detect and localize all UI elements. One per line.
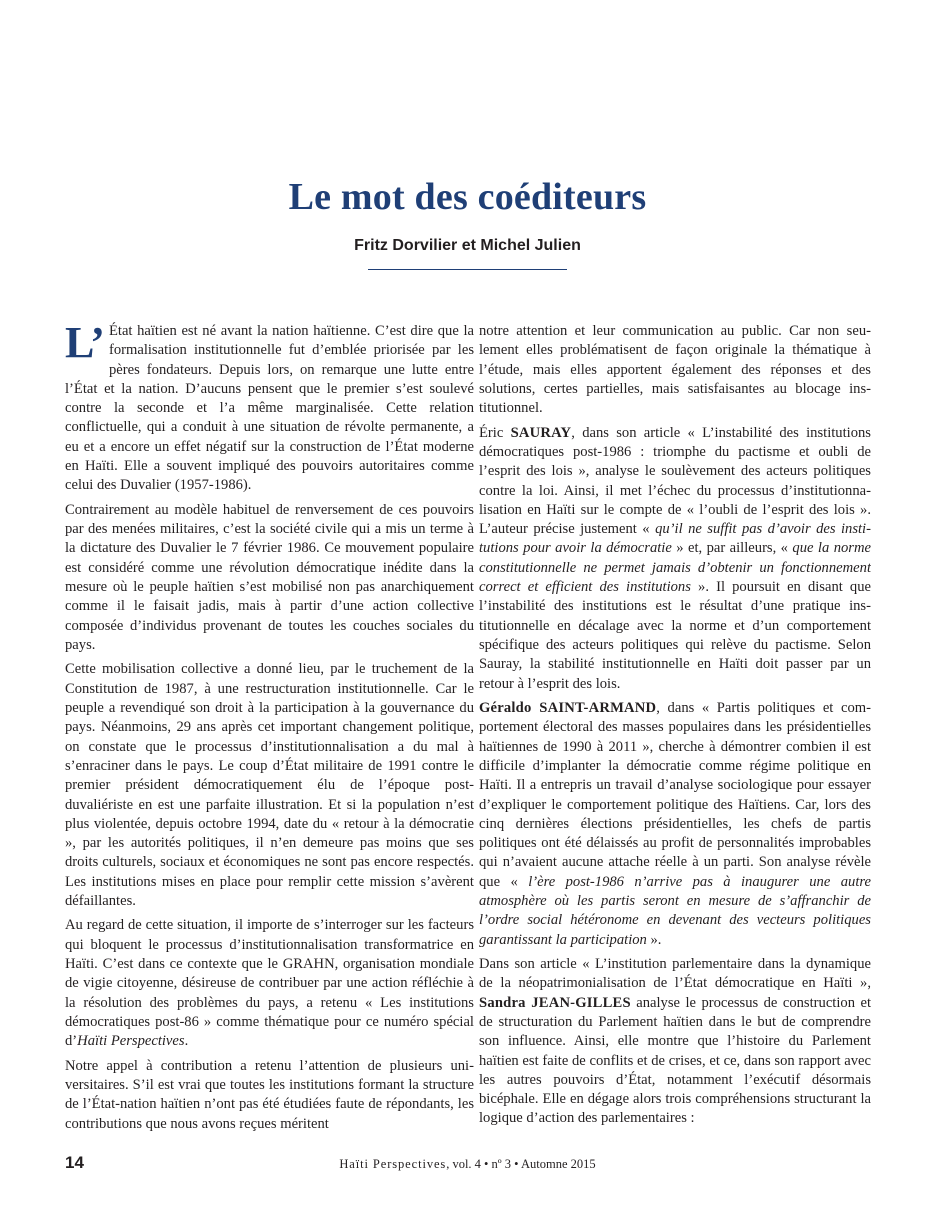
journal-name: Haïti Perspectives (77, 1033, 185, 1050)
quote: l’ère post-1986 n’arrive pas à inaugurer une autre atmosphère où les partis seront en mesure de s’affranchir de l’ordre social hétéronome en devenant des vecteurs politiques garantissant la participation (479, 873, 871, 948)
paragraph-text: analyse le processus de construction et de structuration du Parlement haïtien dans le but de comprendre son influence. Ainsi, elle montre que l’histoire du Parlement haïtien est faite de conflits et de crises, et ce, dans son rapport avec les autres pouvoirs d’État, notamment l’exécutif désormais bicéphale. Elle en dégage alors trois compréhensions structurant la logique d’action des parlementaires : (479, 994, 871, 1127)
author-name: SAURAY (510, 424, 572, 441)
quote: qu’il ne suffit pas d’avoir des institutions pour avoir la démocratie (479, 521, 871, 557)
paragraph-text: , dans son article « L’instabilité des institutions démocratiques post-1986 : triomphe du pactisme et oubli de l’esprit des lois », analyse le soulèvement des acteurs politiques contre la loi. Ainsi, il met l’échec du processus d’institutionnalisation en Haïti sur le compte de « l’oubli de l’esprit des lois ». L’auteur précise justement « (479, 424, 871, 538)
paragraph-text: , dans « Partis politiques et comportement électoral des masses populaires dans les présidentielles haïtiennes de 1990 à 2011 », cherche à démontrer combien il est difficile d’implanter la démocratie comme régime politique en Haïti. Il a entrepris un travail d’analyse sociologique pour essayer d’expliquer le comportement politique des Haïtiens. Car, lors des cinq dernières élections présidentielles, les chefs de partis politiques ont été délaissés au profit de personnalités improbables qui n’avaient aucune attache réelle à un parti. Son analyse révèle que « (479, 700, 871, 890)
left-column (65, 322, 474, 1132)
paragraph: notre attention et leur communication au public. Car non seulement elles problématisent de façon originale la thématique à l’étude, mais elles apportent également des réponses et des solutions, certes partielles, mais satisfaisantes au blocage institutionnel. (479, 323, 871, 417)
paragraph-text: Éric (479, 424, 511, 441)
author-name: Géraldo SAINT-ARMAND (479, 700, 657, 717)
paragraph-jean-gilles (479, 955, 871, 1129)
paragraph-saint-armand (479, 699, 871, 950)
footer-journal-name: Haïti Perspectives (339, 1157, 447, 1171)
paragraph-text: ». Il poursuit en disant que l’instabilité des institutions est le résultat d’une pratique institutionnelle en décalage avec la norme et d’un comportement spécifique des acteurs politiques qui relève du pactisme. Selon Sauray, la stabilité institutionnelle en Haïti doit passer par un retour à l’esprit des lois. (479, 579, 871, 692)
paragraph-sauray (479, 424, 871, 694)
article-authors: Fritz Dorvilier et Michel Julien (354, 237, 581, 254)
paragraph (65, 916, 474, 1051)
paragraph: Cette mobilisation collective a donné lieu, par le truchement de la Constitution de 1987, à une restructuration institutionnelle. Car le peuple a revendiqué son droit à la participation à la gouvernance du pays. Néanmoins, 29 ans après cet important changement politique, on constate que le processus d’institutionnalisation a du mal à s’enraciner dans le pays. Le coup d’État militaire de 1991 contre le premier président démocratiquement élu de l’époque post-duvaliériste en est une parfaite illustration. Et si la population n’est plus violentée, depuis octobre 1994, date du « retour à la démocratie », par les autorités politiques, il n’en demeure pas moins que ses droits culturels, sociaux et économiques ne sont pas encore respectés. Les institutions mises en place pour remplir cette mission s’avèrent défaillantes. (65, 661, 474, 909)
paragraph-text: Au regard de cette situation, il importe de s’interroger sur les facteurs qui bloquent le processus d’institutionnalisation transformatrice en Haïti. C’est dans ce contexte que le GRAHN, organisation mondiale de vigie citoyenne, désireuse de contribuer par une action réfléchie à la résolution des problèmes du pays, a retenu « Les institutions démocratiques post-86 » comme thématique pour ce numéro spécial d’ (65, 917, 474, 1050)
author-name: Sandra JEAN-GILLES (479, 994, 631, 1011)
running-footer (0, 1155, 935, 1173)
quote: que la norme constitutionnelle ne permet jamais d’obtenir un fonctionnement correct et efficient des institutions (479, 540, 871, 596)
paragraph-text: État haïtien est né avant la nation haïtienne. C’est dire que la formalisation institutionnelle fut d’emblée priorisée par les pères fondateurs. Depuis lors, on remarque une lutte entre l’État et la nation. D’aucuns pensent que le premier s’est soulevé contre la seconde et l’a même marginalisée. Cette relation conflictuelle, qui a conduit à une situation de révolte permanente, a eu et a encore un effet négatif sur la construction de l’État moderne en Haïti. Elle a souvent impliqué des pouvoirs autoritaires comme celui des Duvalier (1957-1986). (65, 323, 474, 494)
paragraph-text: Dans son article « L’institution parlementaire dans la dynamique de la néopatrimonialisation de l’État démocratique en Haïti », (479, 956, 871, 992)
paragraph: Contrairement au modèle habituel de renversement de ces pouvoirs par des menées militaires, c’est la société civile qui a mis un terme à la dictature des Duvalier le 7 février 1986. Ce mouvement populaire est considéré comme une révolution démocratique inédite dans la mesure où le peuple haïtien s’est mobilisé non pas anarchiquement comme il le faisait jadis, mais à partir d’une action collective composée d’individus provenant de toutes les couches sociales du pays. (65, 501, 474, 653)
paragraph-intro (65, 322, 474, 496)
title-rule (368, 269, 567, 270)
page-number: 14 (65, 1153, 84, 1172)
paragraph-text: . (184, 1033, 189, 1050)
paragraph-text: » et, par ailleurs, « (671, 540, 793, 557)
right-column (479, 322, 871, 1132)
footer-issue: , vol. 4 • nº 3 • Automne 2015 (446, 1157, 596, 1171)
article-title: Le mot des coéditeurs (288, 176, 647, 218)
drop-cap: L’ (65, 322, 105, 367)
paragraph-text: ». (646, 931, 662, 948)
paragraph: Notre appel à contribution a retenu l’attention de plusieurs universitaires. S’il est vrai que toutes les institutions formant la structure de l’État-nation haïtien n’ont pas été étudiées faute de répondants, les contributions que nous avons reçues méritent (65, 1057, 474, 1132)
